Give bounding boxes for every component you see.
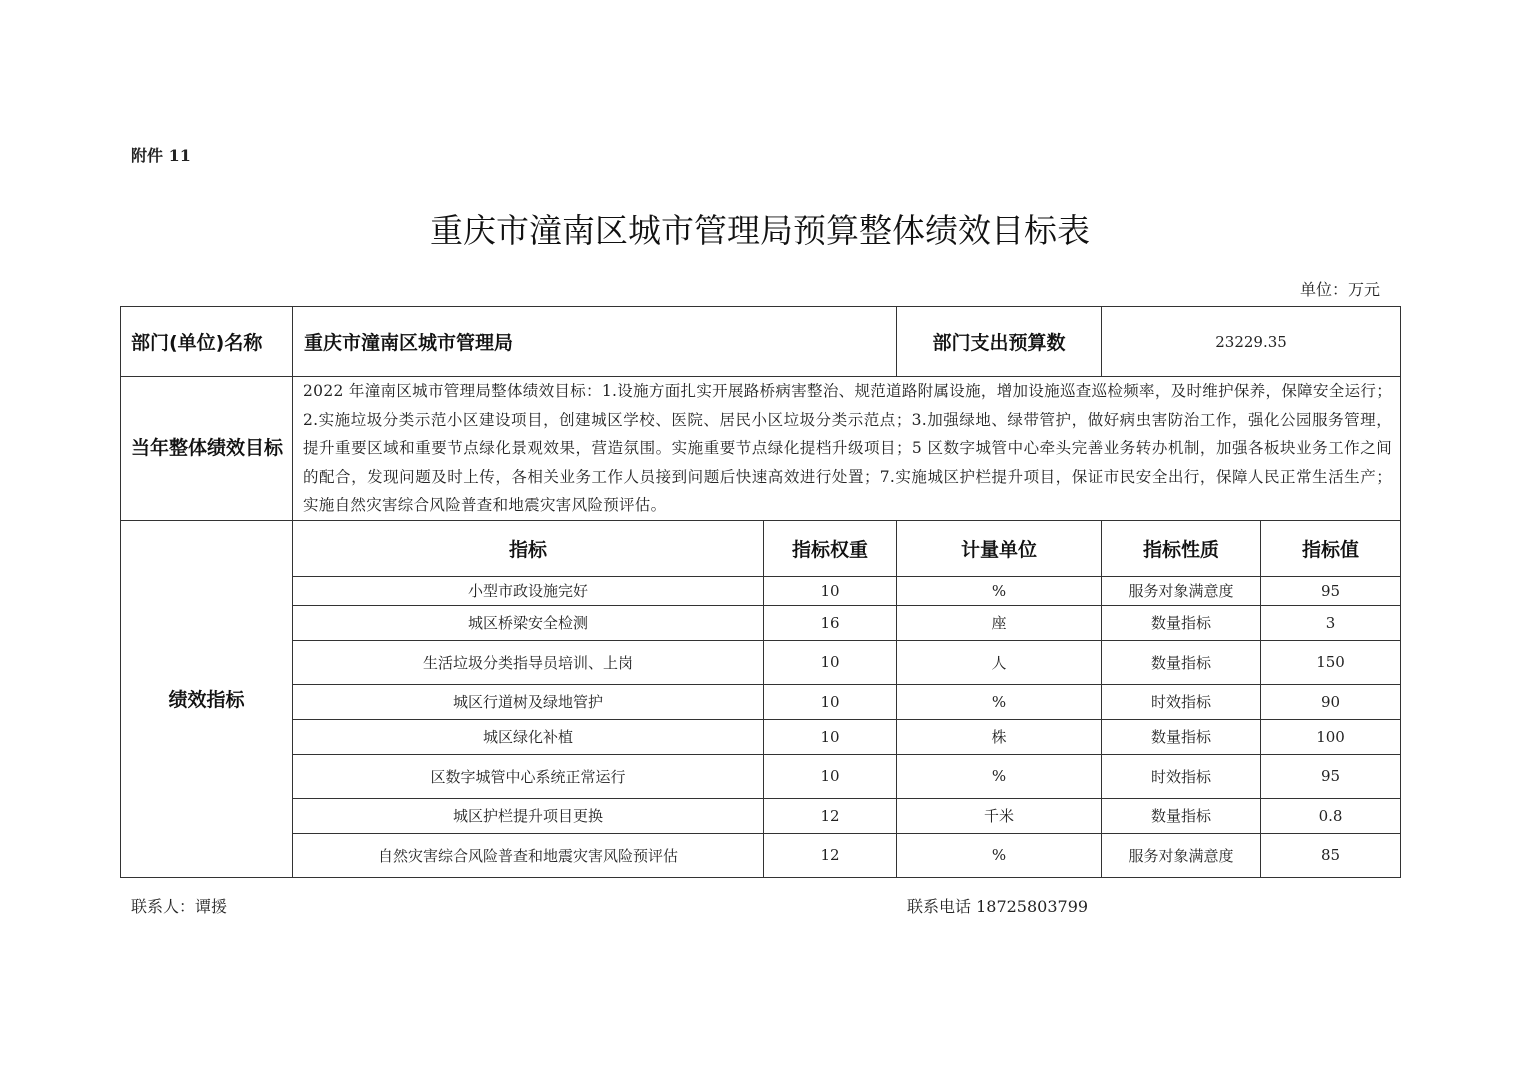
unit-cell: %: [897, 576, 1102, 605]
unit-cell: %: [897, 833, 1102, 877]
indicator-cell: 城区绿化补植: [293, 719, 764, 754]
contact-person: 联系人：谭援: [131, 897, 228, 916]
weight-cell: 10: [764, 684, 897, 719]
value-cell: 150: [1261, 640, 1401, 684]
unit-cell: 千米: [897, 798, 1102, 833]
weight-cell: 10: [764, 640, 897, 684]
unit-cell: 人: [897, 640, 1102, 684]
indicator-cell: 自然灾害综合风险普查和地震灾害风险预评估: [293, 833, 764, 877]
indicator-cell: 城区行道树及绿地管护: [293, 684, 764, 719]
budget-value: 23229.35: [1102, 307, 1401, 377]
page-title: 重庆市潼南区城市管理局预算整体绩效目标表: [430, 211, 1090, 250]
perf-label: 绩效指标: [121, 520, 293, 877]
value-cell: 90: [1261, 684, 1401, 719]
unit-label: 单位：万元: [1300, 280, 1381, 299]
header-row: [121, 520, 1401, 576]
header-nature: 指标性质: [1102, 520, 1261, 576]
unit-cell: %: [897, 754, 1102, 798]
nature-cell: 数量指标: [1102, 798, 1261, 833]
header-weight: 指标权重: [764, 520, 897, 576]
weight-cell: 10: [764, 576, 897, 605]
indicator-cell: 小型市政设施完好: [293, 576, 764, 605]
value-cell: 100: [1261, 719, 1401, 754]
unit-cell: 座: [897, 605, 1102, 640]
indicator-cell: 城区桥梁安全检测: [293, 605, 764, 640]
header-indicator: 指标: [293, 520, 764, 576]
dept-row: [121, 307, 1401, 377]
table-row: [121, 798, 1401, 833]
table-row: [121, 719, 1401, 754]
value-cell: 0.8: [1261, 798, 1401, 833]
table-row: [121, 640, 1401, 684]
nature-cell: 数量指标: [1102, 640, 1261, 684]
header-unit: 计量单位: [897, 520, 1102, 576]
indicator-cell: 生活垃圾分类指导员培训、上岗: [293, 640, 764, 684]
table-row: [121, 754, 1401, 798]
dept-name-label: 部门(单位)名称: [121, 307, 293, 377]
attachment-label: 附件 11: [131, 146, 191, 165]
budget-label: 部门支出预算数: [897, 307, 1102, 377]
value-cell: 95: [1261, 576, 1401, 605]
value-cell: 85: [1261, 833, 1401, 877]
unit-cell: 株: [897, 719, 1102, 754]
table-row: [121, 684, 1401, 719]
nature-cell: 数量指标: [1102, 605, 1261, 640]
goal-text: 2022 年潼南区城市管理局整体绩效目标：1.设施方面扎实开展路桥病害整治、规范道路附属设施，增加设施巡查巡检频率，及时维护保养，保障安全运行；2.实施垃圾分类示范小区建设项目，创建城区学校、医院、居民小区垃圾分类示范点；3.加强绿地、绿带管护，做好病虫害防治工作，强化公园服务管理，提升重要区域和重要节点绿化景观效果，营造氛围。实施重要节点绿化提档升级项目；5 区数字城管中心牵头完善业务转办机制，加强各板块业务工作之间的配合，发现问题及时上传，各相关业务工作人员接到问题后快速高效进行处置；7.实施城区护栏提升项目，保证市民安全出行，保障人民正常生活生产；实施自然灾害综合风险普查和地震灾害风险预评估。: [293, 377, 1401, 521]
nature-cell: 时效指标: [1102, 754, 1261, 798]
goal-label: 当年整体绩效目标: [121, 377, 293, 521]
nature-cell: 服务对象满意度: [1102, 833, 1261, 877]
nature-cell: 时效指标: [1102, 684, 1261, 719]
goal-row: [121, 377, 1401, 521]
nature-cell: 服务对象满意度: [1102, 576, 1261, 605]
performance-table: [120, 306, 1401, 878]
nature-cell: 数量指标: [1102, 719, 1261, 754]
weight-cell: 12: [764, 833, 897, 877]
table-row: [121, 833, 1401, 877]
value-cell: 95: [1261, 754, 1401, 798]
indicator-cell: 城区护栏提升项目更换: [293, 798, 764, 833]
weight-cell: 10: [764, 754, 897, 798]
header-value: 指标值: [1261, 520, 1401, 576]
contact-phone: 联系电话 18725803799: [907, 897, 1089, 916]
weight-cell: 10: [764, 719, 897, 754]
dept-name-value: 重庆市潼南区城市管理局: [293, 307, 897, 377]
weight-cell: 12: [764, 798, 897, 833]
unit-cell: %: [897, 684, 1102, 719]
table-row: [121, 576, 1401, 605]
weight-cell: 16: [764, 605, 897, 640]
table-row: [121, 605, 1401, 640]
value-cell: 3: [1261, 605, 1401, 640]
indicator-cell: 区数字城管中心系统正常运行: [293, 754, 764, 798]
